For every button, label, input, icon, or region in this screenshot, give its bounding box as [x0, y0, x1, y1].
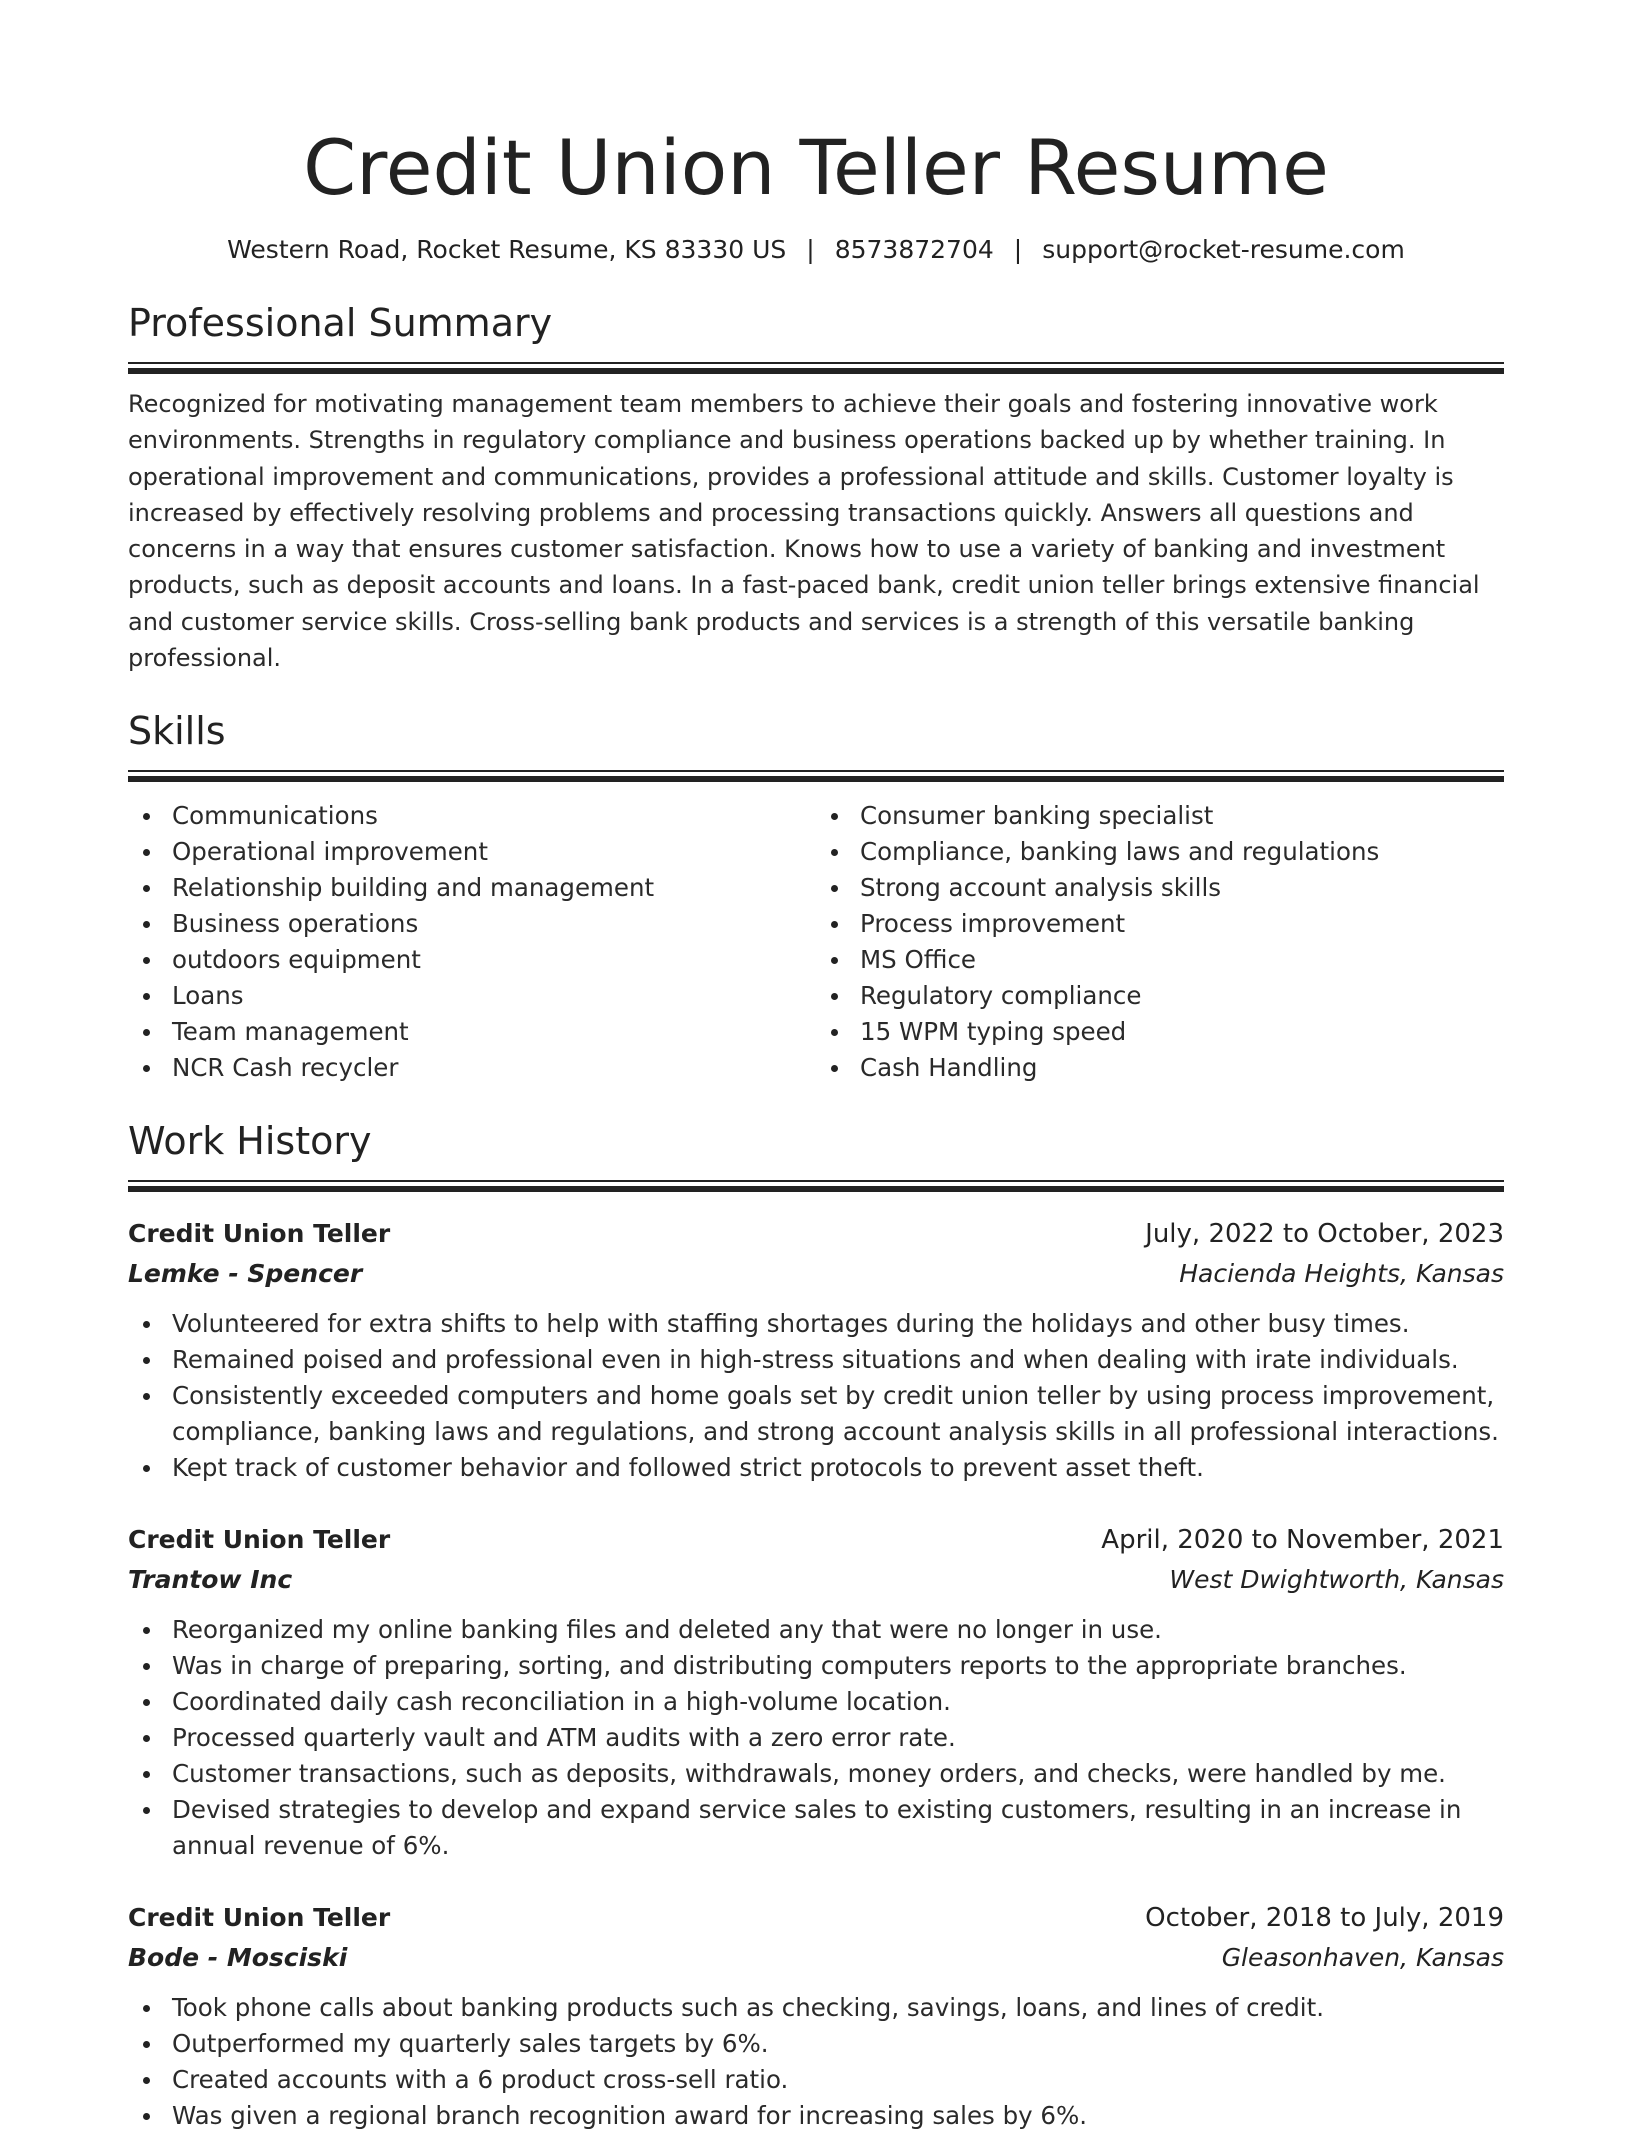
job-bullet: Created accounts with a 6 product cross-sell ratio.	[172, 2062, 1504, 2098]
work-history-heading: Work History	[128, 1119, 372, 1164]
job-dates: April, 2020 to November, 2021	[1101, 1525, 1504, 1556]
job-bullets	[128, 1990, 1504, 2134]
job-dates: July, 2022 to October, 2023	[1145, 1219, 1504, 1250]
job-location: Gleasonhaven, Kansas	[1221, 1943, 1504, 1973]
skill-item: NCR Cash recycler	[172, 1050, 816, 1086]
job-title: Credit Union Teller	[128, 1903, 391, 1933]
contact-separator: |	[1013, 235, 1023, 264]
skill-item: Communications	[172, 798, 816, 834]
job-bullet: Coordinated daily cash reconciliation in a high-volume location.	[172, 1684, 1504, 1720]
skill-item: 15 WPM typing speed	[860, 1014, 1504, 1050]
contact-phone: 8573872704	[834, 235, 994, 264]
skill-item: Strong account analysis skills	[860, 870, 1504, 906]
contact-line	[128, 232, 1504, 268]
job-entry	[128, 1520, 1504, 1864]
skills-right-list	[816, 798, 1504, 1086]
job-company: Lemke - Spencer	[128, 1259, 363, 1289]
job-company-row	[128, 1938, 1504, 1978]
job-header-row	[128, 1520, 1504, 1560]
job-header-row	[128, 1898, 1504, 1938]
skill-item: Loans	[172, 978, 816, 1014]
job-bullet: Devised strategies to develop and expand service sales to existing customers, resulting in an increase in annual revenue of 6%.	[172, 1792, 1504, 1864]
job-location: West Dwightworth, Kansas	[1169, 1565, 1504, 1595]
contact-address: Western Road, Rocket Resume, KS 83330 US	[227, 235, 787, 264]
skills-section	[128, 706, 1504, 1086]
skill-item: MS Office	[860, 942, 1504, 978]
job-title: Credit Union Teller	[128, 1525, 391, 1555]
summary-text: Recognized for motivating management team members to achieve their goals and fostering innovative work environments. Strengths in regulatory compliance and business operations backed up by whether training. In operational improvement and communications, provides a professional attitude and skills. Customer loyalty is increased by effectively resolving problems and processing transactions quickly. Answers all questions and concerns in a way that ensures customer satisfaction. Knows how to use a variety of banking and investment products, such as deposit accounts and loans. In a fast-paced bank, credit union teller brings extensive financial and customer service skills. Cross-selling bank products and services is a strength of this versatile banking professional.	[128, 390, 1480, 673]
job-bullet: Outperformed my quarterly sales targets by 6%.	[172, 2026, 1504, 2062]
job-entry	[128, 1898, 1504, 2134]
job-dates: October, 2018 to July, 2019	[1145, 1903, 1504, 1934]
job-bullet: Remained poised and professional even in high-stress situations and when dealing with irate individuals.	[172, 1342, 1504, 1378]
skill-item: Cash Handling	[860, 1050, 1504, 1086]
job-title: Credit Union Teller	[128, 1219, 391, 1249]
job-bullets	[128, 1612, 1504, 1864]
skill-item: Process improvement	[860, 906, 1504, 942]
skill-item: outdoors equipment	[172, 942, 816, 978]
summary-section	[128, 298, 1504, 676]
skill-item: Consumer banking specialist	[860, 798, 1504, 834]
contact-separator: |	[806, 235, 815, 264]
job-bullet: Was in charge of preparing, sorting, and distributing computers reports to the appropriate branches.	[172, 1648, 1504, 1684]
skills-heading: Skills	[128, 709, 226, 754]
job-company-row	[128, 1254, 1504, 1294]
summary-heading: Professional Summary	[128, 301, 553, 345]
contact-email: support@rocket-resume.com	[1042, 235, 1405, 264]
job-location: Hacienda Heights, Kansas	[1179, 1259, 1504, 1289]
skill-item: Compliance, banking laws and regulations	[860, 834, 1504, 870]
job-bullet: Took phone calls about banking products such as checking, savings, loans, and lines of credit.	[172, 1990, 1504, 2026]
job-bullet: Processed quarterly vault and ATM audits with a zero error rate.	[172, 1720, 1504, 1756]
work-history-section	[128, 1116, 1504, 2134]
job-bullet: Customer transactions, such as deposits, withdrawals, money orders, and checks, were handled by me.	[172, 1756, 1504, 1792]
job-company-row	[128, 1560, 1504, 1600]
section-divider	[128, 770, 1504, 782]
job-bullet: Consistently exceeded computers and home goals set by credit union teller by using process improvement, compliance, banking laws and regulations, and strong account analysis skills in all professional interactions.	[172, 1378, 1504, 1450]
job-bullet: Kept track of customer behavior and followed strict protocols to prevent asset theft.	[172, 1450, 1504, 1486]
skills-left-list	[128, 798, 816, 1086]
section-divider	[128, 362, 1504, 374]
job-company: Trantow Inc	[128, 1565, 293, 1595]
skill-item: Business operations	[172, 906, 816, 942]
job-bullet: Volunteered for extra shifts to help with staffing shortages during the holidays and other busy times.	[172, 1306, 1504, 1342]
job-company: Bode - Mosciski	[128, 1943, 348, 1973]
skill-item: Regulatory compliance	[860, 978, 1504, 1014]
skill-item: Operational improvement	[172, 834, 816, 870]
job-bullet: Reorganized my online banking files and deleted any that were no longer in use.	[172, 1612, 1504, 1648]
skill-item: Relationship building and management	[172, 870, 816, 906]
skills-columns	[128, 798, 1504, 1086]
job-entry	[128, 1214, 1504, 1486]
job-bullets	[128, 1306, 1504, 1486]
resume-title: Credit Union Teller Resume	[303, 123, 1329, 212]
job-header-row	[128, 1214, 1504, 1254]
job-bullet: Was given a regional branch recognition award for increasing sales by 6%.	[172, 2098, 1504, 2134]
skill-item: Team management	[172, 1014, 816, 1050]
section-divider	[128, 1180, 1504, 1192]
